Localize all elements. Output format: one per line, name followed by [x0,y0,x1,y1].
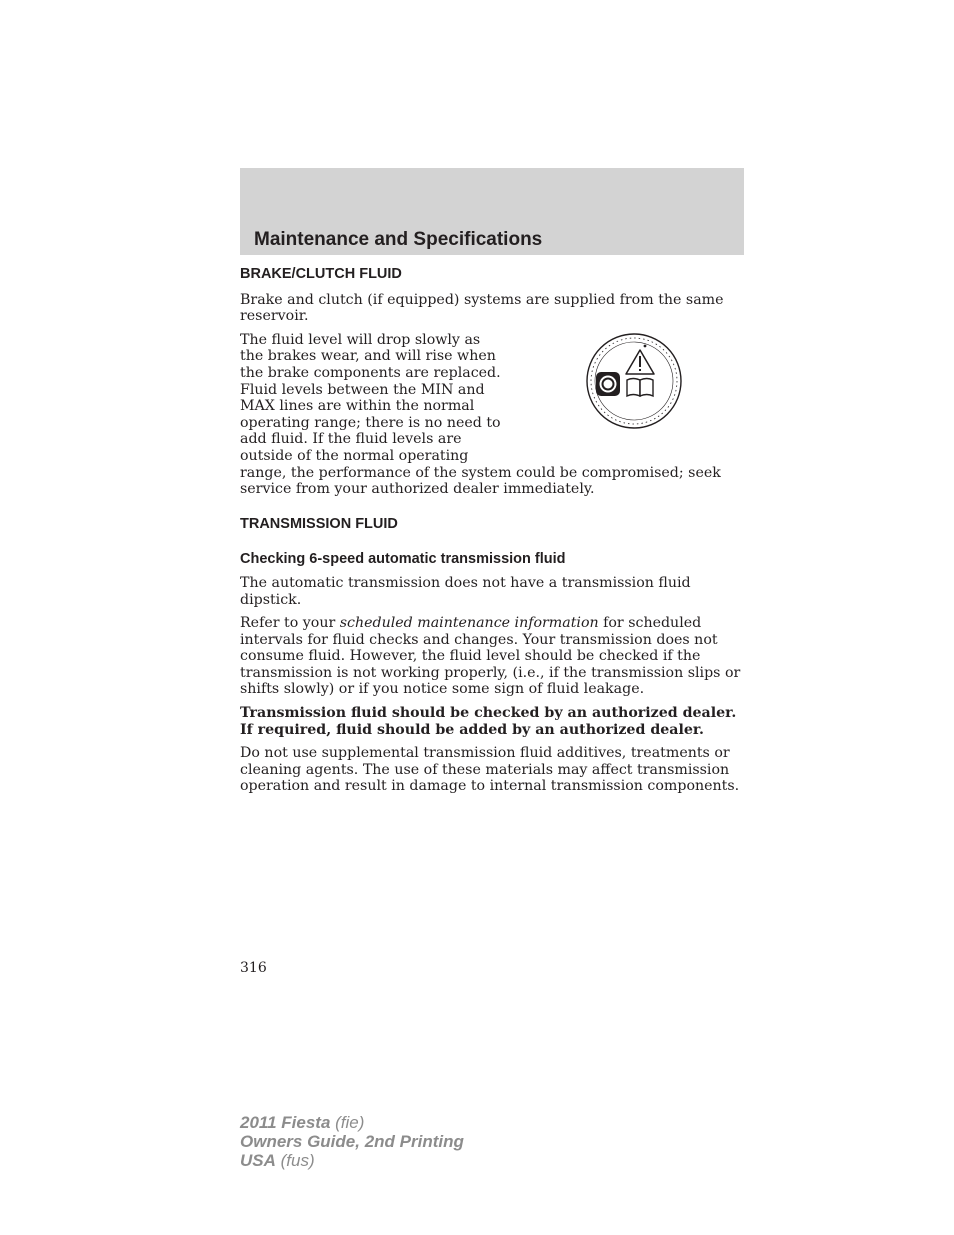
brake-reservoir-cap-illustration [534,332,744,448]
document-footer [240,1113,464,1170]
brake-fluid-level-tail: range, the performance of the system could be compromised; seek service from your authorized dealer immediately. [240,464,721,498]
schedule-text-start: Refer to your [240,615,340,632]
section-header-band [240,168,744,255]
transmission-additives-text: Do not use supplemental transmission fluid additives, treatments or cleaning agents. The use of these materials may affect transmission operation and result in damage to internal transmission components. [240,745,740,795]
brake-line-2: the brakes wear, and will rise when [240,348,496,365]
footer-line-model [240,1113,464,1132]
brake-line-5: MAX lines are within the normal [240,398,475,415]
transmission-dipstick-text: The automatic transmission does not have a transmission fluid dipstick. [240,574,691,608]
footer-market-name: USA [240,1151,276,1170]
owners-manual-book-icon [627,378,653,396]
footer-model-code: (fie) [330,1113,365,1132]
transmission-dealer-warning: Transmission fluid should be checked by an authorized dealer. If required, fluid should be added by an authorized dealer. [240,705,737,738]
schedule-text-end: for scheduled intervals for fluid checks and changes. Your transmission does not consume fluid. However, the fluid level should be checked if the transmission is not working properly, (i.e., if the transmission slips or shifts slowly) or if you notice some sign of fluid leakage. [240,615,741,698]
brake-fluid-intro: Brake and clutch (if equipped) systems are supplied from the same reservoir. [240,291,724,325]
brake-line-8: outside of the normal operating [240,447,469,464]
section-title: Maintenance and Specifications [254,229,543,250]
transmission-fluid-heading: TRANSMISSION FLUID [240,515,398,532]
footer-line-guide [240,1132,464,1151]
scheduled-maintenance-reference: scheduled maintenance information [339,615,599,632]
page-number: 316 [240,960,267,976]
transmission-check-subheading: Checking 6-speed automatic transmission fluid [240,551,566,568]
brake-line-4: Fluid levels between the MIN and [240,381,485,398]
brake-warning-symbol [596,372,620,396]
footer-model-name: 2011 Fiesta [240,1113,331,1132]
transmission-schedule-text [240,615,744,698]
footer-line-market [240,1151,464,1170]
brake-fluid-heading: BRAKE/CLUTCH FLUID [240,266,402,282]
page-content [240,266,744,795]
brake-line-6: operating range; there is no need to [240,414,501,431]
brake-line-3: the brake components are replaced. [240,364,501,381]
brake-line-1: The fluid level will drop slowly as [240,331,481,348]
brake-line-7: add fluid. If the fluid levels are [240,431,462,448]
reservoir-cap-icon [534,332,744,448]
footer-guide-edition: Owners Guide, 2nd Printing [240,1132,464,1151]
footer-market-code: (fus) [275,1151,315,1170]
